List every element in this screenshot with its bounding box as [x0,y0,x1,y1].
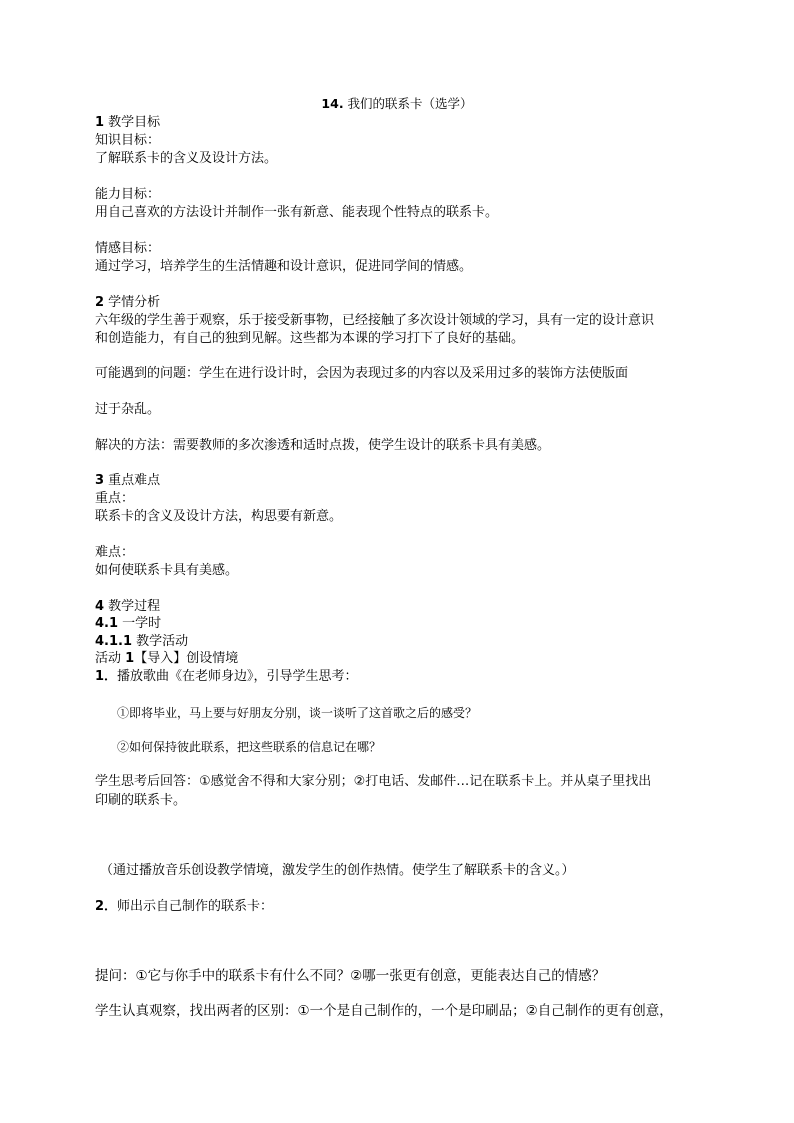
section-label: 重点难点 [104,473,161,488]
activity-heading [95,650,238,668]
lesson-title [0,95,794,113]
section-number: 4.1 [95,616,119,631]
step-text: 师出示自己制作的联系卡： [117,899,274,914]
difficult-label: 难点： [95,545,135,560]
answer-line-2: 印刷的联系卡。 [95,793,187,808]
activity-prefix: 活动 [95,651,126,666]
ability-label: 能力目标： [95,187,161,202]
step-2 [95,898,273,916]
section-number: 3 [95,473,105,488]
step-1 [95,668,358,686]
subsection-heading-period [95,615,161,633]
answer-line-1: 学生思考后回答：①感觉舍不得和大家分别；②打电话、发邮件…记在联系卡上。并从桌子里找出 [95,774,652,789]
section-label: 一学时 [118,616,162,631]
section-heading-process [95,598,160,616]
section-label: 教学目标 [104,115,161,130]
teaching-note: （通过播放音乐创设教学情境，激发学生的创作热情。使学生了解联系卡的含义。） [100,863,575,878]
section-label: 学情分析 [104,295,161,310]
title-number: 14. [321,96,344,111]
step-number: 2． [95,899,118,914]
analysis-line-1: 六年级的学生善于观察，乐于接受新事物，已经接触了多次设计领域的学习，具有一定的设计意识 [95,313,655,328]
analysis-line-2: 和创造能力，有自己的独到见解。这些都为本课的学习打下了良好的基础。 [95,331,525,346]
question-prompt: 提问：①它与你手中的联系卡有什么不同？②哪一张更有创意，更能表达自己的情感？ [95,968,606,984]
emotion-label: 情感目标： [95,241,161,256]
knowledge-text: 了解联系卡的含义及设计方法。 [95,151,278,166]
subsection-heading-activities [95,633,188,651]
key-text: 联系卡的含义及设计方法，构思要有新意。 [95,509,343,524]
section-label: 教学过程 [104,599,161,614]
section-number: 1 [95,115,105,130]
activity-label: 【导入】创设情境 [134,651,239,666]
problem-line-2: 过于杂乱。 [95,402,161,417]
ability-text: 用自己喜欢的方法设计并制作一张有新意、能表现个性特点的联系卡。 [95,205,499,220]
difficult-text: 如何使联系卡具有美感。 [95,563,239,578]
step-number: 1． [95,669,118,684]
section-heading-keypoints [95,472,160,490]
observation-text: 学生认真观察，找出两者的区别：①一个是自己制作的，一个是印刷品；②自己制作的更有创意， [95,1003,673,1019]
step-text: 播放歌曲《在老师身边》，引导学生思考： [117,669,358,684]
question-2: ②如何保持彼此联系，把这些联系的信息记在哪？ [117,740,382,754]
section-number: 4 [95,599,105,614]
section-heading-objectives [95,114,160,132]
solution-text: 解决的方法：需要教师的多次渗透和适时点拨，使学生设计的联系卡具有美感。 [95,438,551,453]
knowledge-label: 知识目标： [95,133,161,148]
section-number: 4.1.1 [95,634,133,649]
section-number: 2 [95,295,105,310]
activity-number: 1 [125,651,135,666]
question-1: ①即将毕业，马上要与好朋友分别，谈一谈听了这首歌之后的感受？ [117,706,478,720]
emotion-text: 通过学习，培养学生的生活情趣和设计意识，促进同学间的情感。 [95,259,473,274]
key-label: 重点： [95,491,135,506]
section-label: 教学活动 [132,634,189,649]
title-text: 我们的联系卡（选学） [343,96,473,111]
problem-line-1: 可能遇到的问题：学生在进行设计时，会因为表现过多的内容以及采用过多的装饰方法使版面 [95,366,629,381]
section-heading-analysis [95,294,160,312]
